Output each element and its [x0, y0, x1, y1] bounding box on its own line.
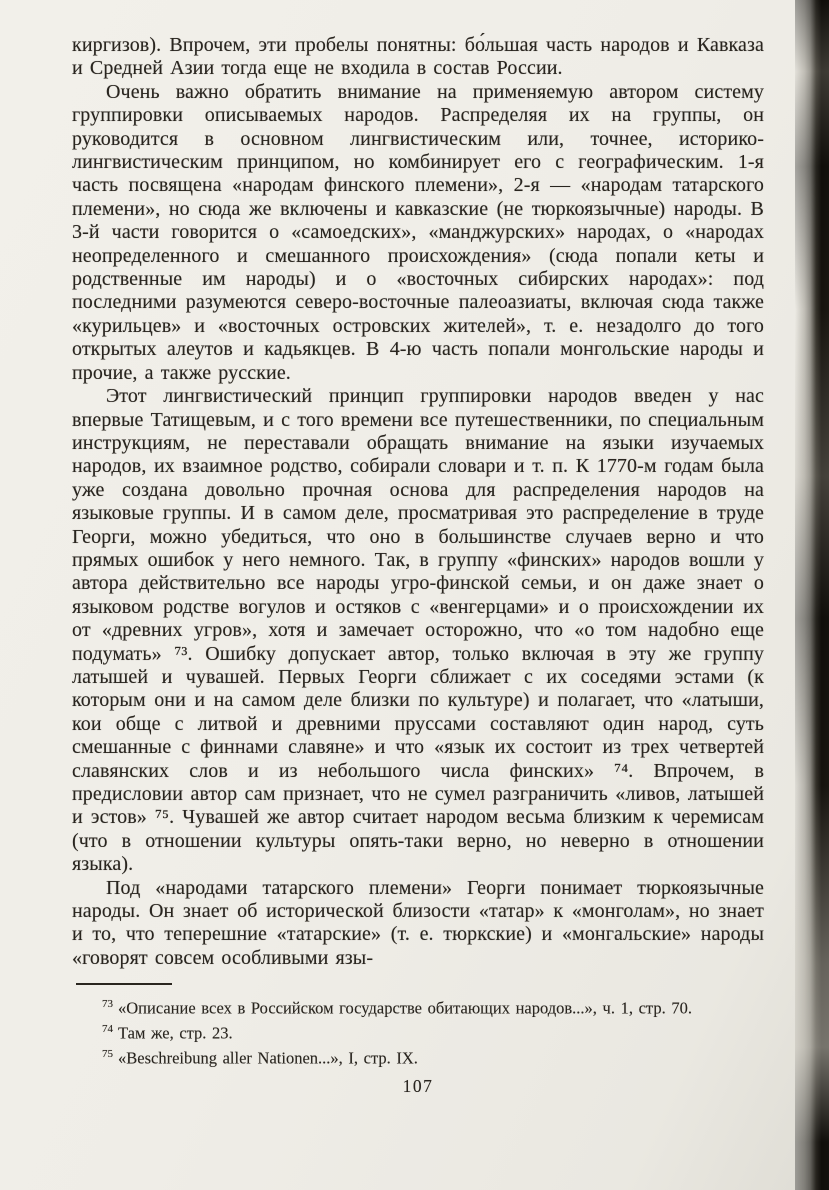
paragraph-grouping-system: Очень важно обратить внимание на применяемую автором систему группировки описываемых народов. Распределяя их на группы, он руководится в основном лингвистическим или, точнее, историко-лингвистическим принципом, но комбинирует его с географическим. 1-я часть посвящена «народам финского племени», 2-я — «народам татарского племени», но сюда же включены и кавказские (не тюркоязычные) народы. В 3-й части говорится о «самоедских», «манджурских» народах, о «народах неопределенного и смешанного происхождения» (сюда попали кеты и родственные им народы) и о «восточных сибирских народах»: под последними разумеются северо-восточные палеоазиаты, включая сюда также «курильцев» и «восточных островских жителей», т. е. незадолго до того открытых алеутов и кадьякцев. В 4-ю часть попали монгольские народы и прочие, а также русские. — [72, 80, 764, 384]
footnote-marker: 75 — [102, 1048, 113, 1061]
footnote-text: Там же, стр. 23. — [118, 1023, 233, 1043]
body-text — [72, 34, 764, 1069]
scan-edge-binding-shadow — [795, 0, 829, 1190]
paragraph-linguistic-principle: Этот лингвистический принцип группировки народов введен у нас впервые Татищевым, и с того времени все путешественники, по специальным инструкциям, не переставали обращать внимание на языки изучаемых народов, их взаимное родство, собирали словари и т. п. К 1770-м годам была уже создана довольно прочная основа для распределения народов на языковые группы. И в самом деле, просматривая это распределение в труде Георги, можно убедиться, что оно в большинстве случаев верно и что прямых ошибок у него немного. Так, в группу «финских» народов вошли у автора действительно все народы угро-финской семьи, и он даже знает о языковом родстве вогулов и остяков с «венгерцами» и о происхождении их от «древних угров», хотя и замечает осторожно, что «о том надобно еще подумать» ⁷³. Ошибку допускает автор, только включая в эту же группу латышей и чувашей. Первых Георги сближает с их соседями эстами (к которым они и на самом деле близки по культуре) и полагает, что «латыши, кои обще с литвой и древними пруссами составляют один народ, суть смешанные с финнами славяне» и что «язык их состоит из трех четвертей славянских слов и из небольшого числа финских» ⁷⁴. Впрочем, в предисловии автор сам признает, что не сумел разграничить «ливов, латышей и эстов» ⁷⁵. Чувашей же автор считает народом весьма близким к черемисам (что в отношении культуры опять-таки верно, но неверно в отношении языка). — [72, 385, 764, 876]
footnote — [72, 1044, 764, 1069]
footnote-marker: 73 — [102, 998, 113, 1011]
paragraph-continuation: киргизов). Впрочем, эти пробелы понятны: бо́льшая часть народов и Кавказа и Средней Азии тогда еще не входила в состав России. — [72, 34, 764, 80]
footnote — [72, 1019, 764, 1044]
footnotes-section — [72, 994, 764, 1069]
footnote-text: «Beschreibung aller Nationen...», I, стр. IX. — [118, 1048, 418, 1068]
page-number: 107 — [402, 1076, 434, 1096]
footnote-marker: 74 — [102, 1023, 113, 1036]
footnote — [72, 994, 764, 1019]
footnote-text: «Описание всех в Российском государстве обитающих народов...», ч. 1, стр. 70. — [118, 998, 692, 1018]
footnote-separator-rule — [76, 983, 172, 985]
paragraph-tatar-peoples: Под «народами татарского племени» Георги понимает тюркоязычные народы. Он знает об исторической близости «татар» к «монголам», но знает и то, что теперешние «татарские» (т. е. тюркские) и «монгальские» народы «говорят совсем особливыми язы- — [72, 876, 764, 969]
